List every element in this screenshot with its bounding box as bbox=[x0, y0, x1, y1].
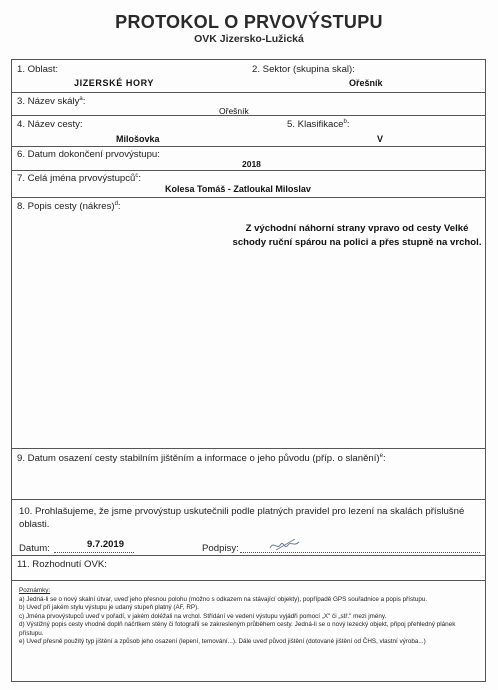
footnotes bbox=[19, 587, 481, 647]
area-value[interactable]: JIZERSKÉ HORY bbox=[74, 78, 154, 88]
sector-label: 2. Sektor (skupina skal): bbox=[252, 64, 355, 75]
route-description-value[interactable]: Z východní náhorní strany vpravo od cesty Velké schody ruční spárou na polici a přes stupně na vrchol. bbox=[232, 223, 482, 248]
document-title: PROTOKOL O PRVOVÝSTUPU bbox=[115, 12, 383, 32]
row-divider bbox=[12, 555, 485, 556]
route-label: 4. Název cesty: bbox=[17, 119, 83, 130]
footnote-item: e) Uveď přesně použitý typ jištění a způsob jeho osazení (lepení, temování...). Dále uveď původ jištění (dotované jištění od ČHS, vlastní výroba...) bbox=[19, 638, 426, 645]
date-dotted-line bbox=[54, 552, 134, 553]
climbers-value[interactable]: Kolesa Tomáš - Zatloukal Miloslav bbox=[165, 184, 311, 194]
footnote-item: d) Výstižný popis cesty vhodně doplň náčrtkem stěny či fotografií se zakresleným průběhem cesty. Jedná-li se o nový lezecký objekt, připoj přehledný plánek přístupu. bbox=[19, 621, 456, 637]
signature-date-value[interactable]: 9.7.2019 bbox=[87, 539, 124, 550]
document-subtitle: OVK Jizersko-Lužická bbox=[194, 33, 304, 45]
climbers-label: 7. Celá jména prvovýstupců$^c$: bbox=[17, 173, 142, 185]
row-divider bbox=[12, 499, 485, 500]
completion-date-value[interactable]: 2018 bbox=[242, 159, 261, 169]
rock-value[interactable]: Ořešník bbox=[219, 106, 249, 116]
sector-value[interactable]: Ořešník bbox=[349, 78, 383, 88]
footnote-item: a) Jedná-li se o nový skalní útvar, uveď jeho přesnou polohu (možno s odkazem na stávající objekty), popřípadě GPS souřadnice a popis přístupu. bbox=[19, 595, 428, 603]
anchor-info-label: 9. Datum osazení cesty stabilním jištěním a informace o jeho původu (příp. o slanění)$^e$: bbox=[17, 453, 386, 465]
route-value[interactable]: Milošovka bbox=[116, 134, 160, 144]
ovk-decision-label: 11. Rozhodnutí OVK: bbox=[17, 559, 107, 570]
grade-value[interactable]: V bbox=[377, 134, 384, 144]
area-label: 1. Oblast: bbox=[17, 64, 59, 75]
footnote-item: c) Jména prvovýstupců uveď v pořadí, v jakém doléžali na vrchol. Střídání ve vedení výstupu vyjádři pomocí „X" či „stř." mezi jmény. bbox=[19, 612, 387, 620]
row-divider bbox=[12, 170, 485, 171]
protocol-form bbox=[11, 59, 486, 682]
rock-label: 3. Název skály$^a$: bbox=[17, 96, 86, 108]
footnotes-heading: Poznámky: bbox=[19, 587, 51, 594]
signature-date-label: Datum: bbox=[19, 543, 50, 554]
grade-label: 5. Klasifikace$^b$: bbox=[287, 119, 350, 131]
row-divider bbox=[12, 580, 485, 581]
handwritten-signature bbox=[268, 536, 302, 554]
route-description-label: 8. Popis cesty (nákres)$^d$: bbox=[17, 201, 121, 213]
row-divider bbox=[12, 92, 485, 93]
completion-date-label: 6. Datum dokončení prvovýstupu: bbox=[17, 149, 160, 160]
row-divider bbox=[12, 197, 485, 198]
declaration-text: 10. Prohlašujeme, že jsme prvovýstup uskutečnili podle platných pravidel pro lezení na skalách příslušné oblasti. bbox=[19, 506, 465, 530]
signatures-label: Podpisy: bbox=[202, 543, 239, 554]
row-divider bbox=[12, 146, 485, 147]
footnote-item: b) Uveď při jakém stylu výstupu je udaný stupeň platný (AF, RP). bbox=[19, 604, 199, 611]
row-divider bbox=[12, 448, 485, 449]
